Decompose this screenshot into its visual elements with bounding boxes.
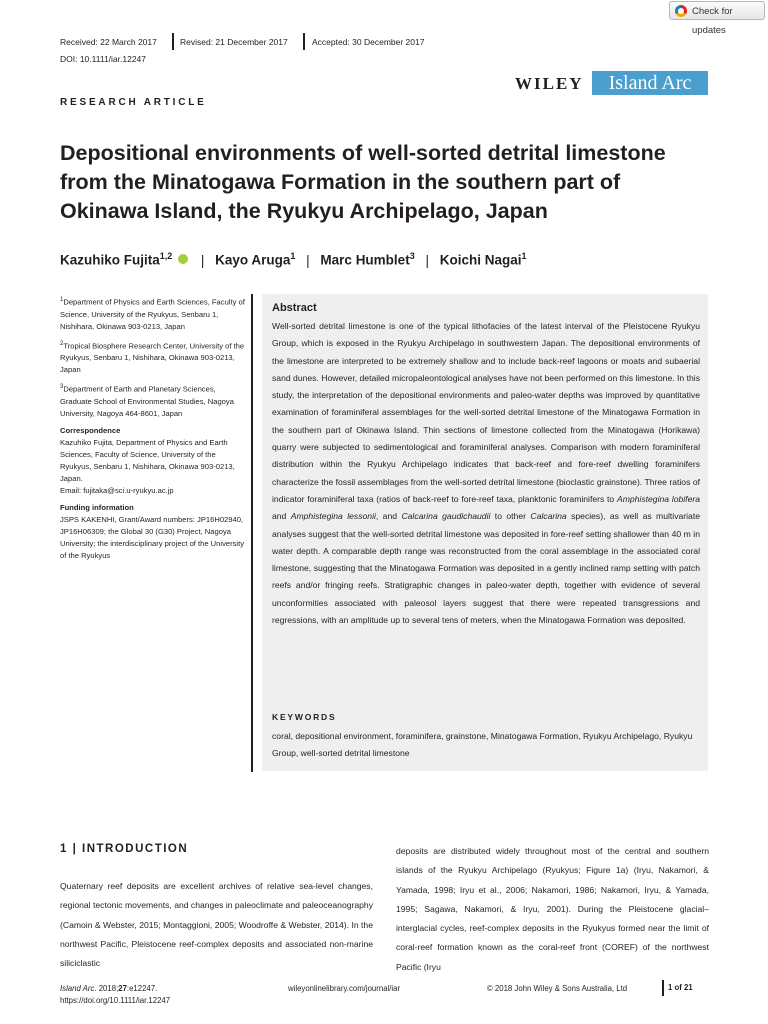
affiliation-mark: 3 bbox=[60, 384, 64, 391]
footer-year: . 2018; bbox=[94, 984, 119, 993]
footer-volume: 27 bbox=[118, 984, 127, 993]
author-name: Koichi Nagai bbox=[439, 252, 522, 268]
keywords-text: coral, depositional environment, foraminifera, grainstone, Minatogawa Formation, Ryukyu Archipelago, Ryukyu Group, well-sorted detrital limestone bbox=[272, 731, 693, 759]
footer-site-link[interactable]: wileyonlinelibrary.com/journal/iar bbox=[288, 984, 401, 993]
author-name: Kazuhiko Fujita bbox=[60, 252, 160, 268]
author-separator: | bbox=[200, 252, 205, 268]
affiliation bbox=[60, 381, 245, 420]
keywords-heading: KEYWORDS bbox=[272, 712, 337, 722]
author-affiliation-mark: 1 bbox=[521, 251, 527, 261]
footer-divider bbox=[662, 980, 664, 996]
affiliation-text: Department of Earth and Planetary Sciences, Graduate School of Environmental Studies, Nagoya University, Nagoya 464-8601, Japan bbox=[60, 384, 234, 418]
article-title: Depositional environments of well-sorted detrital limestone from the Minatogawa Formation in the southern part of Okinawa Island, the Ryukyu Archipelago, Japan bbox=[60, 141, 666, 223]
author-affiliation-mark: 1,2 bbox=[159, 251, 173, 261]
date-divider bbox=[303, 33, 305, 50]
footer-citation bbox=[60, 983, 170, 1007]
crossmark-icon bbox=[675, 5, 687, 17]
funding-heading: Funding information bbox=[60, 502, 134, 512]
revised-date: Revised: 21 December 2017 bbox=[180, 37, 288, 47]
received-date: Received: 22 March 2017 bbox=[60, 37, 157, 47]
article-type: RESEARCH ARTICLE bbox=[60, 97, 207, 108]
footer-copyright: © 2018 John Wiley & Sons Australia, Ltd bbox=[487, 984, 628, 993]
author-list bbox=[60, 251, 527, 268]
accepted-date: Accepted: 30 December 2017 bbox=[312, 37, 425, 47]
affiliation-mark: 1 bbox=[60, 297, 64, 303]
abstract-heading: Abstract bbox=[272, 302, 317, 314]
journal-logo: Island Arc bbox=[592, 71, 708, 95]
footer-journal: Island Arc bbox=[60, 984, 95, 993]
check-for-updates-button[interactable] bbox=[669, 1, 765, 36]
abstract-text bbox=[272, 318, 700, 629]
footer-article-number: :e12247. bbox=[126, 984, 158, 993]
doi: DOI: 10.1111/iar.12247 bbox=[60, 54, 147, 64]
date-divider bbox=[172, 33, 174, 50]
check-for-updates-label: Check for updates bbox=[692, 6, 733, 36]
author-affiliation-mark: 1 bbox=[290, 251, 296, 261]
taxon-name: Amphistegina lessonii bbox=[290, 511, 376, 522]
body-text-column-1: Quaternary reef deposits are excellent archives of relative sea-level changes, regional tectonic movements, and changes in paleoclimate and paleoceanography (Camoin & Webster, 2015; Montaggioni, 2005; Woodroffe & Webster, 2014). In the northwest Pacific, Pleistocene reef-complex deposits and associated non-marine siliciclastic bbox=[60, 881, 373, 969]
taxon-name: Calcarina gaudichaudii bbox=[401, 511, 491, 522]
taxon-name: Amphistegina lobifera bbox=[616, 493, 700, 504]
affiliation-mark: 2 bbox=[60, 340, 64, 347]
taxon-name: Calcarina bbox=[530, 511, 567, 522]
affiliation bbox=[60, 294, 245, 333]
author-name: Marc Humblet bbox=[320, 252, 410, 268]
funding-text: JSPS KAKENHI, Grant/Award numbers: JP16H02940, JP16H06309; the Global 30 (G30) Project, Nagoya University; the interdisciplinary project of the University of the Ryukyus bbox=[60, 514, 245, 560]
abstract-segment: Well-sorted detrital limestone is one of the typical lithofacies of the latest interval of the Pleistocene Ryukyu Group, which is exposed in the Ryukyu Archipelago in southwestern Japan. The depositional environments of the limestone are interpreted to be extremely shallow and to include back-reef lagoons or moats and subaerial sand dunes. However, detailed micropaleontological analyses have not been performed on this limestone. In this study, the interpretation of the depositional environments and paleo-water depths was improved by quantitative examination of foraminiferal assemblages for the well-sorted detrital limestone of the Minatogawa Formation in the southern part of Okinawa Island. Thin sections of limestone collected from the Minatogawa (Horikawa) quarry were subjected to sedimentological and foraminiferal analyses. Comparison with modern foraminiferal distribution within the Ryukyu Archipelago indicates that back-reef and fore-reef dwelling foraminifers characterize the fossil assemblages from the well-sorted detrital limestone (bioclastic grainstone). Three ratios of indicator foraminiferal taxa (ratios of back-reef to fore-reef taxa, planktonic foraminifers to bbox=[272, 321, 700, 504]
abstract-segment: species), as well as multivariate analyses suggest that the well-sorted detrital limestone was deposited in fore-reef setting shallower than 40 m in water depth. A comparable depth range was reconstructed from the coral assemblage in the associated coral limestone, suggesting that the Minatogawa Formation was deposited in a gently inclined ramp setting with patch reefs and/or fringing reefs. Stratigraphic changes in paleo-water depth, together with evidence of several unconformities associated with paleosol layers suggest that there were repeated transgressions and regressions, with an amplitude up to several tens of meters, when the Minatogawa Formation was deposited. bbox=[272, 511, 700, 626]
wiley-logo: WILEY bbox=[515, 74, 584, 93]
affiliation-text: Department of Physics and Earth Sciences, Faculty of Science, University of the Ryukyus, Senbaru 1, Nishihara, Okinawa 903-0213, Japan bbox=[60, 297, 245, 331]
section-heading-introduction: 1 | INTRODUCTION bbox=[60, 843, 189, 855]
abstract-segment: and bbox=[272, 511, 291, 522]
author-affiliation-mark: 3 bbox=[409, 251, 415, 261]
correspondence-email[interactable]: Email: fujitaka@sci.u-ryukyu.ac.jp bbox=[60, 485, 174, 495]
abstract-segment: to other bbox=[490, 511, 531, 522]
body-text-column-2: deposits are distributed widely throughout most of the central and southern islands of the Ryukyu Archipelago (Ryukyus; Figure 1a) (Iryu, Nakamori, & Yamada, 1998; Iryu et al., 2006; Nakamori, 1986; Nakamori, Iryu, & Yamada, 1995; Sagawa, Nakamori, & Iryu, 2001). During the Pleistocene glacial–interglacial cycles, reef-complex deposits in the Ryukyus formed near the limit of coral-reef formation known as the coral-reef front (COREF) of the northwest Pacific (Iryu bbox=[396, 846, 709, 972]
author-separator: | bbox=[425, 252, 429, 268]
orcid-icon[interactable] bbox=[178, 254, 188, 264]
footer-doi-link[interactable]: https://doi.org/10.1111/iar.12247 bbox=[60, 996, 171, 1005]
affiliation bbox=[60, 338, 245, 377]
correspondence-text: Kazuhiko Fujita, Department of Physics and Earth Sciences, Faculty of Science, University of the Ryukyus, Senbaru 1, Nishihara, Okinawa 903-0213, Japan. bbox=[60, 437, 235, 483]
column-divider bbox=[251, 294, 253, 772]
affiliation-text: Tropical Biosphere Research Center, University of the Ryukyus, Senbaru 1, Nishihara, Okinawa 903-0213, Japan bbox=[60, 341, 245, 375]
correspondence-heading: Correspondence bbox=[60, 425, 121, 435]
affiliations-column bbox=[60, 294, 245, 567]
author-separator: | bbox=[306, 252, 310, 268]
abstract-segment: , and bbox=[375, 511, 402, 522]
page-number: 1 of 21 bbox=[668, 983, 693, 992]
author-name: Kayo Aruga bbox=[215, 252, 291, 268]
